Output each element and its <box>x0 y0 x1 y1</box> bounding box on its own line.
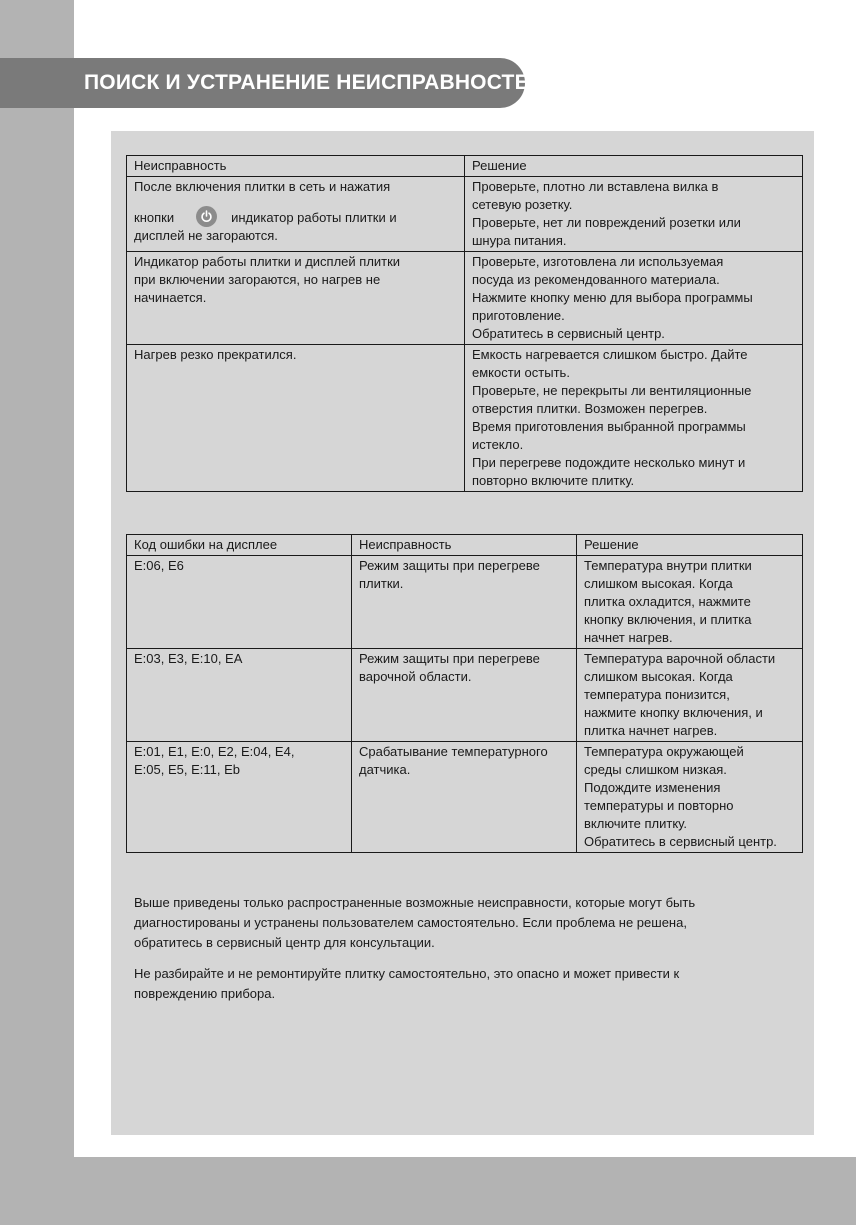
cell-line: варочной области. <box>359 669 472 684</box>
cell-line: Обратитесь в сервисный центр. <box>584 834 777 849</box>
cell-line: E:03, E3, E:10, EA <box>134 651 243 666</box>
code-cell <box>127 649 352 742</box>
note-line: повреждению прибора. <box>134 986 276 1001</box>
cell-line: слишком высокая. Когда <box>584 669 733 684</box>
header-cell: Решение <box>577 535 803 556</box>
page-title: ПОИСК И УСТРАНЕНИЕ НЕИСПРАВНОСТЕЙ <box>84 71 545 94</box>
header-cell: Неисправность <box>352 535 577 556</box>
note-paragraph <box>134 893 774 953</box>
cell-line: кнопку включения, и плитка <box>584 612 752 627</box>
cell-line: при включении загораются, но нагрев не <box>134 272 381 287</box>
problem-cell <box>352 649 577 742</box>
problem-cell <box>127 345 465 492</box>
problem-cell <box>352 742 577 853</box>
cell-line: Нажмите кнопку меню для выбора программы <box>472 290 753 305</box>
cell-line: температура понизится, <box>584 687 730 702</box>
note-line: Выше приведены только распространенные возможные неисправности, которые могут быть <box>134 895 696 910</box>
cell-line: температуры и повторно <box>584 798 734 813</box>
note-line: обратитесь в сервисный центр для консультации. <box>134 935 435 950</box>
header-cell: Решение <box>465 156 803 177</box>
cell-line: Подождите изменения <box>584 780 721 795</box>
header-cell: Код ошибки на дисплее <box>127 535 352 556</box>
warning-paragraph <box>134 964 774 1004</box>
header-cell: Неисправность <box>127 156 465 177</box>
table-row <box>127 345 803 492</box>
cell-line: плитка начнет нагрев. <box>584 723 718 738</box>
cell-text: индикатор работы плитки и <box>231 210 397 225</box>
cell-line: Проверьте, плотно ли вставлена вилка в <box>472 179 719 194</box>
troubleshooting-table <box>126 155 803 492</box>
problem-cell <box>127 252 465 345</box>
cell-line: E:06, E6 <box>134 558 184 573</box>
cell-line: плитка охладится, нажмите <box>584 594 751 609</box>
cell-line: Проверьте, не перекрыты ли вентиляционные <box>472 383 752 398</box>
solution-cell <box>465 345 803 492</box>
cell-line: Емкость нагревается слишком быстро. Дайте <box>472 347 748 362</box>
cell-line: емкости остыть. <box>472 365 570 380</box>
solution-cell <box>577 742 803 853</box>
power-icon <box>196 206 217 227</box>
cell-line: сетевую розетку. <box>472 197 573 212</box>
cell-line <box>134 206 457 227</box>
cell-line: E:01, E1, E:0, E2, E:04, E4, <box>134 744 295 759</box>
cell-line: дисплей не загораются. <box>134 228 278 243</box>
problem-cell <box>352 556 577 649</box>
cell-line: Индикатор работы плитки и дисплей плитки <box>134 254 401 269</box>
solution-cell <box>577 556 803 649</box>
cell-line: Обратитесь в сервисный центр. <box>472 326 665 341</box>
table-row <box>127 742 803 853</box>
cell-line: При перегреве подождите несколько минут и <box>472 455 746 470</box>
table-header-row <box>127 535 803 556</box>
cell-line: Режим защиты при перегреве <box>359 558 540 573</box>
cell-line: слишком высокая. Когда <box>584 576 733 591</box>
code-cell <box>127 556 352 649</box>
cell-line: E:05, E5, E:11, Eb <box>134 762 240 777</box>
bottom-decorative-bar <box>0 1157 856 1225</box>
table-row <box>127 556 803 649</box>
cell-line: плитки. <box>359 576 404 591</box>
note-line: Не разбирайте и не ремонтируйте плитку самостоятельно, это опасно и может привести к <box>134 966 680 981</box>
cell-line: приготовление. <box>472 308 565 323</box>
cell-line: отверстия плитки. Возможен перегрев. <box>472 401 708 416</box>
note-line: диагностированы и устранены пользователем самостоятельно. Если проблема не решена, <box>134 915 687 930</box>
cell-line: Температура окружающей <box>584 744 744 759</box>
cell-line: Срабатывание температурного <box>359 744 548 759</box>
cell-line: Проверьте, нет ли повреждений розетки или <box>472 215 741 230</box>
cell-line: Режим защиты при перегреве <box>359 651 540 666</box>
error-codes-table <box>126 534 803 853</box>
cell-line: начнет нагрев. <box>584 630 673 645</box>
table-row <box>127 177 803 252</box>
cell-line: После включения плитки в сеть и нажатия <box>134 179 391 194</box>
solution-cell <box>577 649 803 742</box>
solution-cell <box>465 177 803 252</box>
table-row <box>127 649 803 742</box>
left-decorative-bar <box>0 0 74 1225</box>
cell-line: Температура внутри плитки <box>584 558 752 573</box>
code-cell <box>127 742 352 853</box>
cell-line: датчика. <box>359 762 411 777</box>
cell-line: среды слишком низкая. <box>584 762 727 777</box>
cell-line: Время приготовления выбранной программы <box>472 419 746 434</box>
table-header-row <box>127 156 803 177</box>
table-row <box>127 252 803 345</box>
cell-line: истекло. <box>472 437 524 452</box>
cell-line: Проверьте, изготовлена ли используемая <box>472 254 724 269</box>
cell-line: начинается. <box>134 290 207 305</box>
cell-line: Нагрев резко прекратился. <box>134 347 297 362</box>
cell-line: шнура питания. <box>472 233 567 248</box>
cell-line: Температура варочной области <box>584 651 776 666</box>
cell-text: кнопки <box>134 210 175 225</box>
cell-line: включите плитку. <box>584 816 687 831</box>
cell-line: посуда из рекомендованного материала. <box>472 272 720 287</box>
problem-cell <box>127 177 465 252</box>
cell-line: нажмите кнопку включения, и <box>584 705 763 720</box>
cell-line: повторно включите плитку. <box>472 473 635 488</box>
solution-cell <box>465 252 803 345</box>
